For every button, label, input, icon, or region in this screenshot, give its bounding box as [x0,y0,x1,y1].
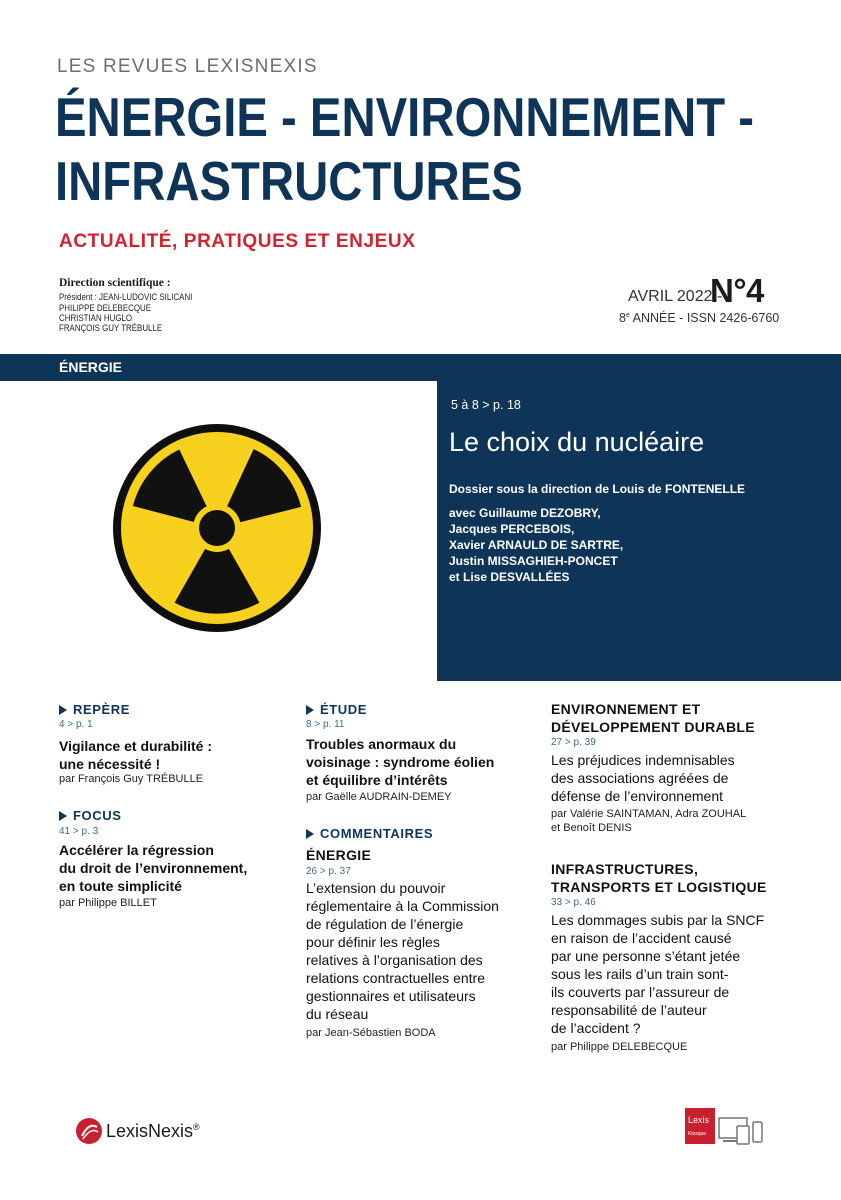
article-text: Les dommages subis par la SNCF [551,912,765,928]
dossier-ref: 5 à 8 > p. 18 [451,398,521,412]
article-title: Vigilance et durabilité : [59,738,213,754]
article-text: relatives à l’organisation des [306,952,483,968]
section-focus: FOCUS [59,808,122,823]
article-ref: 27 > p. 39 [551,737,596,748]
article-title: une nécessité ! [59,756,161,772]
dossier-author: et Lise DESVALLÉES [449,570,570,584]
article-byline: par Gaëlle AUDRAIN-DEMEY [306,791,452,803]
article-byline: par Philippe BILLET [59,897,157,909]
article-byline: par Philippe DELEBECQUE [551,1041,688,1053]
triangle-icon [306,829,314,839]
journal-title-line2: INFRASTRUCTURES [55,150,523,212]
article-text: ils couverts par l’assureur de [551,984,730,1000]
category-heading: ENVIRONNEMENT ET [551,701,701,717]
article-title: et équilibre d’intérêts [306,772,448,788]
article-text: de régulation de l’énergie [306,916,464,932]
category-heading: INFRASTRUCTURES, [551,861,699,877]
section-etude: ÉTUDE [306,702,367,717]
article-text: en raison de l’accident causé [551,930,732,946]
director-name: PHILIPPE DELEBECQUE [59,303,152,313]
dossier-direction: Dossier sous la direction de Louis de FONTENELLE [449,482,746,496]
article-title: voisinage : syndrome éolien [306,754,495,770]
dossier-author: Jacques PERCEBOIS, [449,522,575,536]
article-text: sous les rails d’un train sont- [551,966,729,982]
devices-icon [717,1116,765,1146]
director-name: CHRISTIAN HUGLO [59,313,133,323]
comment-category: ÉNERGIE [306,847,372,863]
series-name: LES REVUES LEXISNEXIS [57,56,318,77]
section-label: ÉNERGIE [59,359,123,375]
article-text: du réseau [306,1006,369,1022]
article-text: gestionnaires et utilisateurs [306,988,476,1004]
article-ref: 4 > p. 1 [59,719,93,730]
dossier-title: Le choix du nucléaire [449,427,705,457]
issue-number: N°4 [710,272,764,309]
article-text: pour définir les règles [306,934,440,950]
article-title: Accélérer la régression [59,842,214,858]
article-text: relations contractuelles entre [306,970,485,986]
article-ref: 26 > p. 37 [306,866,351,877]
article-byline: et Benoît DENIS [551,822,632,834]
article-text: défense de l’environnement [551,788,724,804]
article-byline: par François Guy TRÉBULLE [59,773,204,785]
article-text: responsabilité de l’auteur [551,1002,707,1018]
triangle-icon [306,705,314,715]
director-name: Président : JEAN-LUDOVIC SILICANI [59,292,193,302]
dossier-author: Justin MISSAGHIEH-PONCET [449,554,618,568]
radiation-icon [112,423,322,633]
article-ref: 41 > p. 3 [59,826,99,837]
article-text: Les préjudices indemnisables [551,752,735,768]
article-ref: 8 > p. 11 [306,719,345,730]
kiosque-logo [685,1108,715,1144]
journal-title-line1: ÉNERGIE - ENVIRONNEMENT - [55,86,755,148]
journal-subtitle: ACTUALITÉ, PRATIQUES ET ENJEUX [59,231,416,252]
dossier-author: avec Guillaume DEZOBRY, [449,506,601,520]
article-title: en toute simplicité [59,878,182,894]
article-byline: par Valérie SAINTAMAN, Adra ZOUHAL [551,808,747,820]
issue-year-issn: 8e ANNÉE - ISSN 2426-6760 [619,311,780,325]
triangle-icon [59,811,67,821]
director-name: FRANÇOIS GUY TRÉBULLE [59,323,163,333]
article-ref: 33 > p. 46 [551,897,596,908]
article-text: par une personne s’étant jetée [551,948,741,964]
article-byline: par Jean-Sébastien BODA [306,1027,436,1039]
article-title: Troubles anormaux du [306,736,457,752]
dossier-author: Xavier ARNAULD DE SARTRE, [449,538,624,552]
article-title: du droit de l’environnement, [59,860,248,876]
publisher-name: LexisNexis® [106,1121,200,1141]
article-text: des associations agréées de [551,770,729,786]
lexisnexis-logo-icon [74,1116,104,1146]
article-text: réglementaire à la Commission [306,898,499,914]
direction-label: Direction scientifique : [59,277,171,289]
article-text: L’extension du pouvoir [306,880,446,896]
kiosque-subtitle: Kiosque [688,1131,707,1137]
article-text: de l’accident ? [551,1020,641,1036]
kiosque-name: Lexis [688,1115,710,1125]
issue-date: AVRIL 2022 - [628,288,723,305]
triangle-icon [59,705,67,715]
section-commentaires: COMMENTAIRES [306,826,433,841]
category-heading: TRANSPORTS ET LOGISTIQUE [551,879,767,895]
category-heading: DÉVELOPPEMENT DURABLE [551,719,755,735]
section-repere: REPÈRE [59,702,130,717]
